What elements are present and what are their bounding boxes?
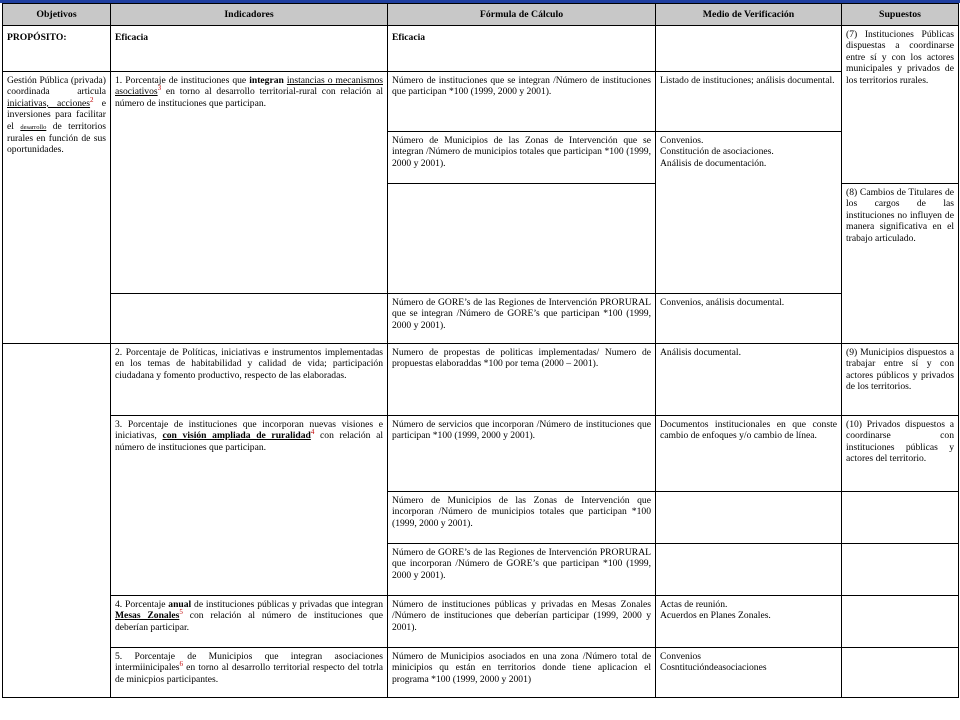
formula-1b: Número de Municipios de las Zonas de Intervención que se integran /Número de municipios totales que participan *100 (1999, 2000 y 2001). [388,132,656,184]
indicador-eficacia: Eficacia [111,26,388,72]
indicador-2: 2. Porcentaje de Políticas, iniciativas e instrumentos implementadas en los temas de habitabilidad y calidad de vida; participación ciudadana y fomento productivo, respecto de las elaboradas. [111,344,388,416]
indicador-5: 5. Porcentaje de Municipios que integran asociaciones intermiinicipales$^6$ en torno al desarrollo territorial respecto del totrla de minicpios participantes. [111,648,388,698]
formula-5: Número de Municipios asociados en una zona /Número total de minicipios qu están en territorios donde tiene aplicacion el programa *100 (1999, 2000 y 2001) [388,648,656,698]
formula-2: Numero de propestas de politicas implementadas/ Numero de propuestas elaboraddas *100 por tema (2000 – 2001). [388,344,656,416]
medio-1c: Convenios, análisis documental. [656,294,842,344]
supuesto-10: (10) Privados dispuestos a coordinarse con instituciones públicas y actores del territorio. [842,416,959,492]
supuesto-9: (9) Municipios dispuestos a trabajar entre sí y con actores públicos y privados de los territorios. [842,344,959,416]
table-row [3,72,959,132]
medio-5: Convenios Cosntitucióndeasociaciones [656,648,842,698]
formula-3a: Número de servicios que incorporan /Número de instituciones que participan *100 (1999, 2000 y 2001). [388,416,656,492]
indicador-3: 3. Porcentaje de instituciones que incorporan nuevas visiones e iniciativas, con visión ampliada de ruralidad$^4$ con relación al número de instituciones que participan. [111,416,388,596]
medio-empty [656,26,842,72]
formula-eficacia: Eficacia [388,26,656,72]
indicador-1: 1. Porcentaje de instituciones que integran instancias o mecanismos asociativos$^3$ en torno al desarrollo territorial-rural con relación al número de instituciones que participan. [111,72,388,294]
formula-1-empty [388,184,656,294]
logical-framework-table [2,3,959,698]
supuesto-4-empty [842,596,959,648]
medio-4: Actas de reunión. Acuerdos en Planes Zonales. [656,596,842,648]
table-row [3,344,959,416]
header-indicadores: Indicadores [111,4,388,26]
supuesto-5-empty [842,648,959,698]
header-objetivos: Objetivos [3,4,111,26]
medio-3a: Documentos institucionales en que conste cambio de enfoques y/o cambio de línea. [656,416,842,492]
medio-1a: Listado de instituciones; análisis documental. [656,72,842,132]
medio-2: Análisis documental. [656,344,842,416]
medio-1b: Convenios. Constitución de asociaciones. Análisis de documentación. [656,132,842,294]
proposito-label: PROPÓSITO: [3,26,111,72]
table-row [3,596,959,648]
table-row [3,648,959,698]
header-row [3,4,959,26]
table-row [3,416,959,492]
formula-3c: Número de GORE’s de las Regiones de Intervención PRORURAL que incorporan /Número de GORE’s que participan *100 (1999, 2000 y 2001). [388,544,656,596]
medio-3c-empty [656,544,842,596]
indicador-1-cont [111,294,388,344]
table-row [3,294,959,344]
objetivo-cont [3,344,111,698]
medio-3b-empty [656,492,842,544]
objetivo-cell: Gestión Pública (privada) coordinada articula iniciativas, acciones$^2$ e inversiones para facilitar el desarrollo de territorios rurales en función de sus oportunidades. [3,72,111,344]
header-medio-verificacion: Medio de Verificación [656,4,842,26]
supuesto-7: (7) Instituciones Públicas dispuestas a coordinarse entre sí y con los actores municipales y privados de los territorios rurales. [842,26,959,184]
supuesto-3c-empty [842,544,959,596]
supuesto-3b-empty [842,492,959,544]
formula-1a: Número de instituciones que se integran /Número de instituciones que participan *100 (1999, 2000 y 2001). [388,72,656,132]
formula-4: Número de instituciones públicas y privadas en Mesas Zonales /Número de instituciones que deberían participar (1999, 2000 y 2001). [388,596,656,648]
header-formula: Fórmula de Cálculo [388,4,656,26]
indicador-4: 4. Porcentaje anual de instituciones públicas y privadas que integran Mesas Zonales$^5$ con relación al número de instituciones que deberían participar. [111,596,388,648]
header-supuestos: Supuestos [842,4,959,26]
formula-1c: Número de GORE’s de las Regiones de Intervención PRORURAL que se integran /Número de GORE’s que participan *100 (1999, 2000 y 2001). [388,294,656,344]
proposito-row [3,26,959,72]
supuesto-8: (8) Cambios de Titulares de los cargos de las instituciones no influyen de manera significativa en el trabajo articulado. [842,184,959,344]
formula-3b: Número de Municipios de las Zonas de Intervención que incorporan /Número de municipios totales que participan *100 (1999, 2000 y 2001). [388,492,656,544]
